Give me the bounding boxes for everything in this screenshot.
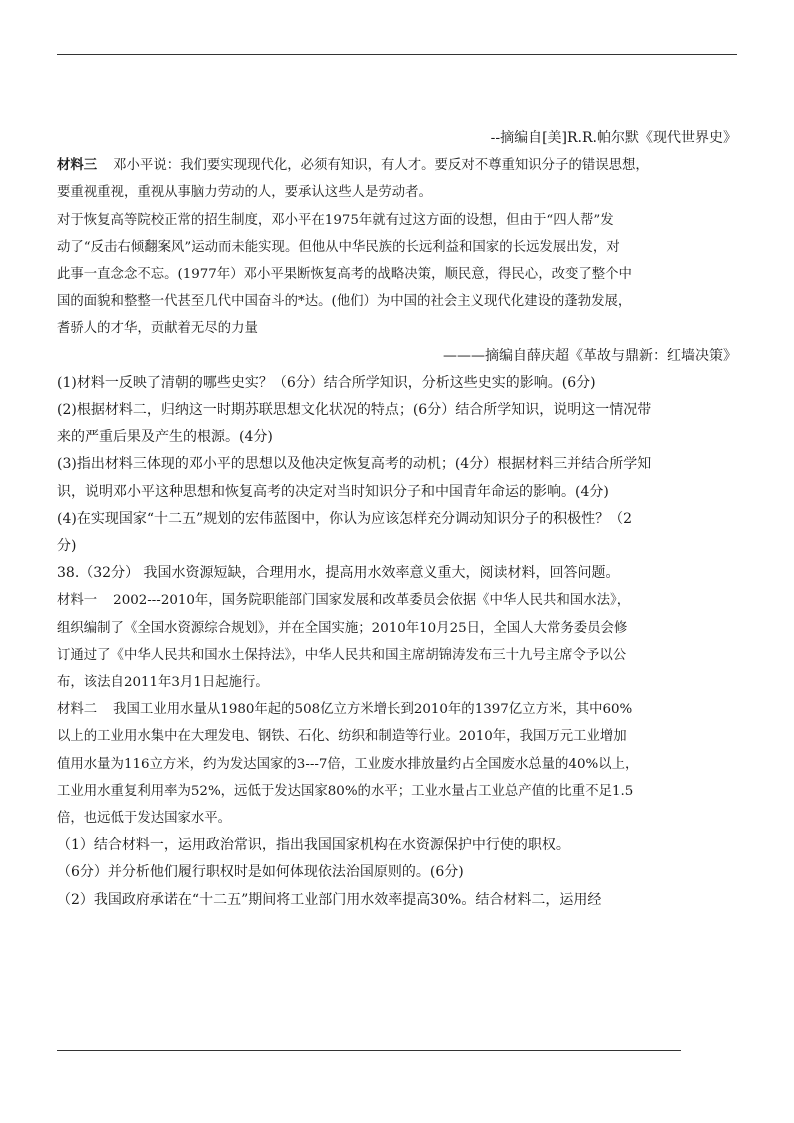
header-rule — [57, 54, 737, 55]
material-two-line-1: 材料二 我国工业用水量从1980年起的508亿立方米增长到2010年的1397亿立方米，其中60% — [57, 702, 633, 718]
question-line: 识，说明邓小平这种思想和恢复高考的决定对当时知识分子和中国青年命运的影响。(4分) — [57, 483, 609, 500]
text-line: 工业用水重复利用率为52%，远低于发达国家80%的水平；工业水量占工业总产值的比重不足1.5 — [57, 783, 634, 799]
text-line: 动了“反击右倾翻案风”运动而未能实现。但他从中华民族的长远利益和国家的长远发展出发，对 — [57, 239, 620, 255]
source-citation-2: ———摘编自薛庆超《革故与鼎新：红墙决策》 — [443, 347, 737, 364]
text-line: 值用水量为116立方米，约为发达国家的3---7倍，工业废水排放量约占全国废水总量的40%以上， — [57, 756, 639, 772]
text-line: 此事一直念念不忘。(1977年）邓小平果断恢复高考的战略决策，顺民意，得民心，改变了整个中 — [57, 267, 632, 283]
text-line: 对于恢复高等院校正常的招生制度，邓小平在1975年就有过这方面的设想，但由于“四人帮”发 — [57, 212, 614, 228]
question-line: (4)在实现国家“十二五”规划的宏伟蓝图中，你认为应该怎样充分调动知识分子的积极性？（2 — [57, 510, 633, 527]
question-line: (1)材料一反映了清朝的哪些史实？（6分）结合所学知识，分析这些史实的影响。(6分) — [57, 374, 596, 391]
material-label: 材料一 — [57, 593, 98, 609]
material-label: 材料二 — [57, 702, 98, 718]
text-line: 国的面貌和整整一代甚至几代中国奋斗的*达。(他们）为中国的社会主义现代化建设的蓬勃发展， — [57, 294, 632, 310]
text-line: 耆骄人的才华，贡献着无尽的力量 — [57, 321, 258, 337]
question-line: (3)指出材料三体现的邓小平的思想以及他决定恢复高考的动机；(4分）根据材料三并结合所学知 — [57, 456, 652, 473]
material-three-line-1: 材料三 邓小平说：我们要实现现代化，必须有知识，有人才。要反对不尊重知识分子的错误思想， — [57, 157, 649, 174]
material-one-line-1: 材料一 2002---2010年，国务院职能部门国家发展和改革委员会依据《中华人民共和国水法》， — [57, 593, 631, 609]
question-38-heading: 38.（32分） 我国水资源短缺，合理用水，提高用水效率意义重大，阅读材料，回答问题。 — [57, 565, 620, 582]
text-line: 倍，也远低于发达国家水平。 — [57, 811, 232, 827]
question-line: 分) — [57, 538, 77, 555]
page-content — [57, 125, 737, 914]
text-line: 以上的工业用水集中在大理发电、钢铁、石化、纺织和制造等行业。2010年，我国万元工业增加 — [57, 729, 627, 745]
text-line: 订通过了《中华人民共和国水土保持法》，中华人民共和国主席胡锦涛发布三十九号主席令予以公 — [57, 647, 627, 663]
question-line: 来的严重后果及产生的根源。(4分) — [57, 429, 273, 446]
footer-rule — [57, 1050, 681, 1051]
source-citation-1: --摘编自[美]R.R.帕尔默《现代世界史》 — [490, 130, 737, 146]
text-line: 要重视重视，重视从事脑力劳动的人，要承认这些人是劳动者。 — [57, 185, 432, 201]
question-line: （1）结合材料一，运用政治常识，指出我国国家机构在水资源保护中行使的职权。 — [57, 837, 570, 854]
material-label: 材料三 — [57, 157, 98, 174]
question-line: (2)根据材料二，归纳这一时期苏联思想文化状况的特点；(6分）结合所学知识，说明这一情况带 — [57, 402, 652, 419]
text-line: 布，该法自2011年3月1日起施行。 — [57, 675, 269, 691]
question-line: （2）我国政府承诺在“十二五”期间将工业部门用水效率提高30%。结合材料二，运用经 — [57, 891, 602, 908]
text-line: 组织编制了《全国水资源综合规划》，并在全国实施；2010年10月25日，全国人大常务委员会修 — [57, 620, 628, 636]
question-line: （6分）并分析他们履行职权时是如何体现依法治国原则的。(6分) — [57, 864, 464, 881]
